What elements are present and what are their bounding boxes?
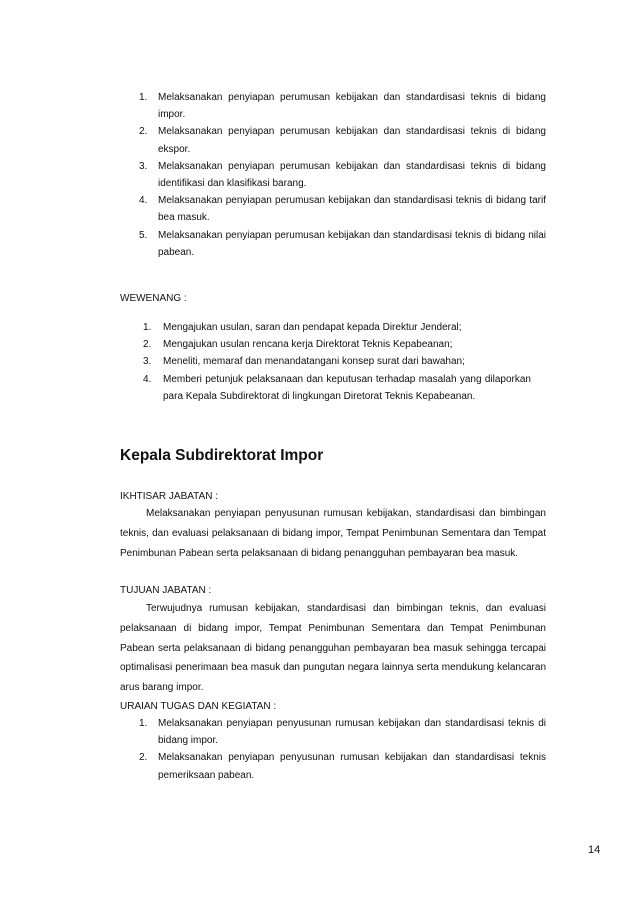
list-number: 3. (143, 356, 152, 368)
list-number: 4. (143, 373, 152, 385)
ikhtisar-text: Melaksanakan penyiapan penyusunan rumusan kebijakan, standardisasi dan bimbingan teknis, dan evaluasi pelaksanaan di bidang impor, Tempat Penimbunan Sementara dan Tempat Penimbunan Pabean serta pelaksanaan di bidang penangguhan pembayaran bea masuk. (120, 508, 546, 559)
list-number: 1. (139, 718, 148, 729)
ikhtisar-paragraph (120, 504, 546, 563)
list-number: 1. (143, 322, 152, 333)
wewenang-label: WEWENANG : (120, 293, 187, 304)
section-heading: Kepala Subdirektorat Impor (120, 447, 324, 464)
list-number: 4. (139, 195, 148, 207)
list-text: Melaksanakan penyiapan penyusunan rumusan kebijakan dan standardisasi teknis di bidang impor. (158, 718, 546, 747)
list-number: 2. (139, 126, 148, 138)
list-item (143, 371, 531, 405)
list-text: Mengajukan usulan, saran dan pendapat kepada Direktur Jenderal; (163, 322, 462, 333)
list-number: 2. (139, 752, 148, 764)
list-item (143, 353, 531, 370)
page-number: 14 (588, 844, 601, 856)
list-number: 2. (143, 339, 152, 351)
list-item (139, 89, 546, 123)
list-text: Mengajukan usulan rencana kerja Direktorat Teknis Kepabeanan; (163, 339, 453, 351)
list-text: Melaksanakan penyiapan perumusan kebijakan dan standardisasi teknis di bidang ekspor. (158, 126, 546, 155)
list-text: Meneliti, memaraf dan menandatangani konsep surat dari bawahan; (163, 356, 465, 368)
list-text: Memberi petunjuk pelaksanaan dan keputusan terhadap masalah yang dilaporkan para Kepala Subdirektorat di lingkungan Diretorat Teknis Kepabeanan. (163, 373, 531, 402)
uraian-list (139, 715, 546, 784)
wewenang-list (143, 319, 531, 405)
list-item (143, 336, 531, 353)
list-number: 1. (139, 92, 148, 103)
list-item (139, 192, 546, 226)
list-number: 3. (139, 160, 148, 172)
list-item (139, 123, 546, 157)
tujuan-text: Terwujudnya rumusan kebijakan, standardisasi dan bimbingan teknis, dan evaluasi pelaksanaan di bidang impor, Tempat Penimbunan Sementara dan Tempat Penimbunan Pabean serta pelaksanaan di bidang penangguhan pembayaran bea masuk sehingga tercapai optimalisasi penerimaan bea masuk dan pungutan negara lainnya serta mendukung kelancaran arus barang impor. (120, 603, 546, 694)
list-text: Melaksanakan penyiapan perumusan kebijakan dan standardisasi teknis di bidang tarif bea masuk. (158, 195, 546, 224)
tujuan-paragraph (120, 599, 546, 698)
list-text: Melaksanakan penyiapan perumusan kebijakan dan standardisasi teknis di bidang impor. (158, 92, 546, 121)
tujuan-label: TUJUAN JABATAN : (120, 585, 212, 596)
list-item (139, 715, 546, 749)
task-list-top (139, 89, 546, 261)
uraian-label: URAIAN TUGAS DAN KEGIATAN : (120, 701, 277, 712)
list-item (139, 158, 546, 192)
list-text: Melaksanakan penyiapan perumusan kebijakan dan standardisasi teknis di bidang nilai pabean. (158, 229, 546, 258)
list-item (143, 319, 531, 336)
list-text: Melaksanakan penyiapan perumusan kebijakan dan standardisasi teknis di bidang identifikasi dan klasifikasi barang. (158, 160, 546, 190)
ikhtisar-label: IKHTISAR JABATAN : (120, 491, 218, 502)
list-item (139, 227, 546, 261)
list-item (139, 749, 546, 783)
list-text: Melaksanakan penyiapan penyusunan rumusan kebijakan dan standardisasi teknis pemeriksaan pabean. (158, 752, 546, 781)
list-number: 5. (139, 229, 148, 241)
